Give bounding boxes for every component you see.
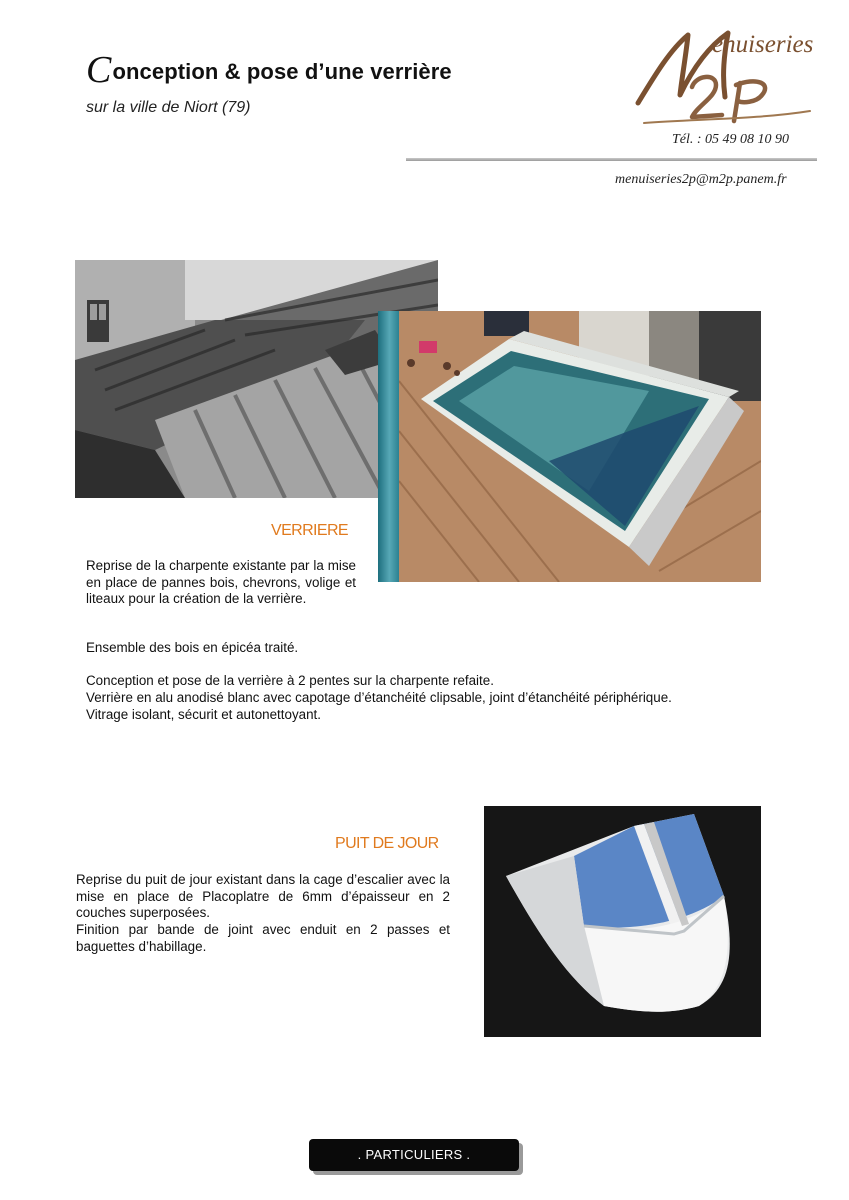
section-heading-puit-de-jour: PUIT DE JOUR [335,835,439,852]
phone-number: Tél. : 05 49 08 10 90 [672,132,790,147]
company-logo [630,25,830,125]
header-divider [406,158,817,161]
section-heading-verriere: VERRIERE [271,522,348,539]
verriere-paragraph: Conception et pose de la verrière à 2 pentes sur la charpente refaite. [86,673,494,688]
puit-paragraph: Reprise du puit de jour existant dans la cage d’escalier avec la mise en place de Placoplatre de 6mm d’épaisseur en 2 couches superposées. [76,872,450,920]
title-text: onception & pose d’une verrière [112,59,452,84]
teal-accent-bar [378,311,399,582]
skylight-roof-photo [399,311,761,582]
verriere-paragraph: Vitrage isolant, sécurit et autonettoyant. [86,707,321,722]
email-address[interactable]: menuiseries2p@m2p.panem.fr [615,172,787,187]
footer-category-tag: . PARTICULIERS . [309,1139,519,1171]
puit-paragraph: Finition par bande de joint avec enduit en 2 passes et baguettes d’habillage. [76,922,450,954]
verriere-paragraph: Ensemble des bois en épicéa traité. [86,640,299,655]
verriere-paragraph: Reprise de la charpente existante par la mise en place de pannes bois, chevrons, volige et liteaux pour la création de la verrière. [86,558,356,606]
page-title [86,48,452,92]
logo-wordmark: enuiseries [712,31,814,58]
title-initial: C [86,49,112,91]
page-subtitle: sur la ville de Niort (79) [86,99,251,116]
verriere-paragraph: Verrière en alu anodisé blanc avec capotage d’étanchéité clipsable, joint d’étanchéité périphérique. [86,690,672,705]
light-well-photo [484,806,761,1037]
